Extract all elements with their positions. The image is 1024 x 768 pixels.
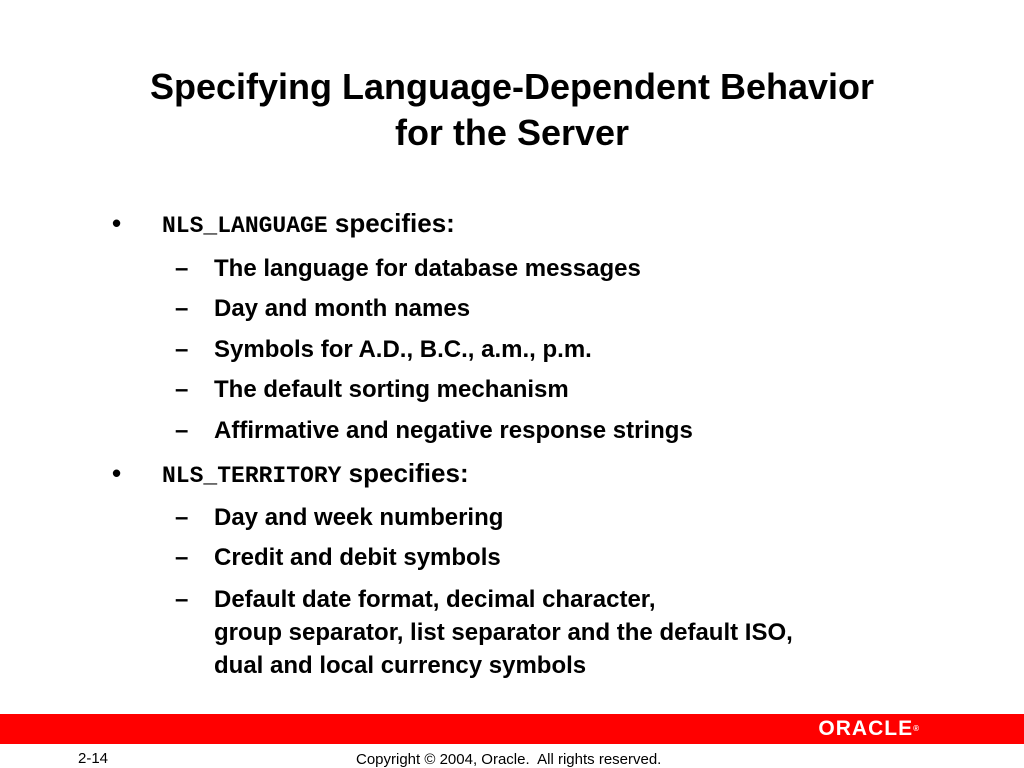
dash-marker: –	[175, 336, 189, 363]
sub-item-text: Symbols for A.D., B.C., a.m., p.m.	[214, 336, 592, 363]
page-number: 2-14	[78, 750, 109, 767]
sub-item-text: Affirmative and negative response strings	[214, 417, 693, 444]
bullet-suffix: specifies:	[341, 458, 469, 488]
sub-item-line: dual and local currency symbols	[214, 652, 587, 679]
code-nls-territory: NLS_TERRITORY	[162, 463, 342, 489]
dash-marker: –	[175, 417, 189, 444]
sub-item-line: Default date format, decimal character,	[214, 586, 656, 613]
dash-marker: –	[175, 295, 189, 322]
dash-marker: –	[175, 586, 189, 613]
dash-marker: –	[175, 544, 189, 571]
bullet-text	[162, 208, 455, 241]
oracle-logo-text: ORACLE	[818, 717, 914, 740]
footer-bar	[0, 714, 1024, 744]
sub-item-text	[214, 583, 793, 682]
oracle-logo	[818, 719, 919, 739]
code-nls-language: NLS_LANGUAGE	[162, 213, 328, 239]
dash-marker: –	[175, 376, 189, 403]
sub-item-text: Credit and debit symbols	[214, 544, 501, 571]
bullet-marker: •	[112, 208, 122, 238]
slide-title-line-2: for the Server	[394, 112, 630, 153]
sub-item-text: The default sorting mechanism	[214, 376, 569, 403]
sub-item-text: Day and month names	[214, 295, 471, 322]
sub-item-text: The language for database messages	[214, 255, 641, 282]
dash-marker: –	[175, 255, 189, 282]
bullet-suffix: specifies:	[327, 208, 455, 238]
sub-item-line: group separator, list separator and the default ISO,	[214, 619, 793, 646]
copyright-notice: Copyright © 2004, Oracle. All rights reserved.	[356, 751, 662, 768]
bullet-marker: •	[112, 458, 122, 488]
slide-title-line-1: Specifying Language-Dependent Behavior	[149, 66, 875, 107]
slide-title	[0, 64, 1024, 156]
bullet-text	[162, 458, 469, 491]
registered-mark: ®	[913, 724, 919, 733]
dash-marker: –	[175, 504, 189, 531]
sub-item-text: Day and week numbering	[214, 504, 504, 531]
